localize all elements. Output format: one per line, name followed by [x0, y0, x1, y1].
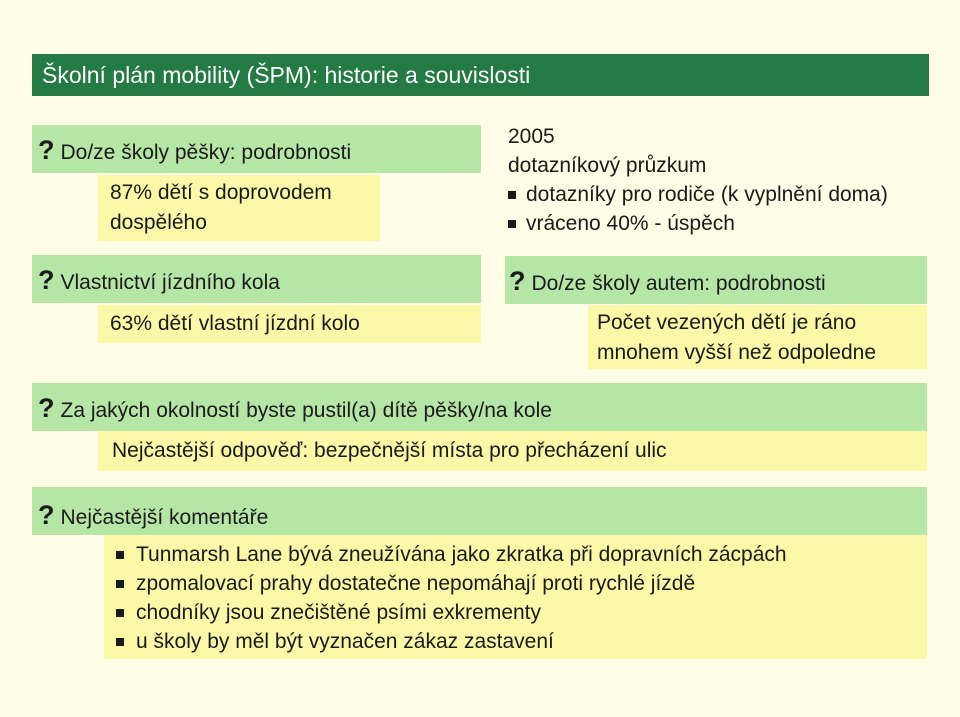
answer-car-line1: Počet vezených dětí je ráno: [597, 311, 857, 334]
survey-bullets: [508, 180, 938, 238]
answer-car: [588, 305, 927, 369]
question-mark: ?: [38, 135, 55, 165]
question-mark: ?: [38, 265, 55, 295]
question-car-header: [505, 256, 927, 304]
answer-conditions-text: Nejčastější odpověď: bezpečnější místa pro přecházení ulic: [112, 439, 667, 462]
answer-walking-line2: dospělého: [110, 211, 207, 234]
survey-year: 2005: [508, 125, 555, 148]
comment-item: chodníky jsou znečištěné psími exkrementy: [112, 598, 927, 627]
comment-item: zpomalovací prahy dostatečne nepomáhají proti rychlé jízdě: [112, 569, 927, 598]
comments-box: [104, 535, 927, 659]
question-comments-label: Nejčastější komentáře: [60, 506, 269, 529]
answer-walking: [98, 175, 380, 241]
question-car-label: Do/ze školy autem: podrobnosti: [531, 272, 826, 295]
comment-item: u školy by měl být vyznačen zákaz zastavení: [112, 627, 927, 656]
survey-heading: dotazníkový průzkum: [508, 154, 707, 177]
question-bike-header: [32, 255, 481, 303]
question-mark: ?: [38, 500, 55, 530]
question-mark: ?: [38, 393, 55, 423]
answer-bike-text: 63% dětí vlastní jízdní kolo: [110, 312, 360, 335]
comment-item: Tunmarsh Lane bývá zneužívána jako zkratka při dopravních zácpách: [112, 540, 927, 569]
question-conditions-label: Za jakých okolností byste pustil(a) dítě pěšky/na kole: [60, 399, 552, 422]
survey-block: [508, 122, 938, 238]
question-comments-header: [32, 487, 927, 535]
answer-bike: [98, 305, 481, 343]
answer-conditions: [98, 431, 927, 471]
question-walking-header: [32, 125, 481, 173]
survey-bullet: vráceno 40% - úspěch: [508, 209, 938, 238]
comments-list: [112, 540, 927, 656]
question-mark: ?: [509, 266, 526, 296]
question-walking-label: Do/ze školy pěšky: podrobnosti: [60, 141, 352, 164]
answer-car-line2: mnohem vyšší než odpoledne: [597, 341, 876, 364]
question-conditions-header: [32, 383, 927, 431]
question-bike-label: Vlastnictví jízdního kola: [60, 271, 280, 294]
survey-bullet: dotazníky pro rodiče (k vyplnění doma): [508, 180, 938, 209]
slide-title: Školní plán mobility (ŠPM): historie a souvislosti: [32, 54, 929, 96]
answer-walking-line1: 87% dětí s doprovodem: [110, 181, 332, 204]
